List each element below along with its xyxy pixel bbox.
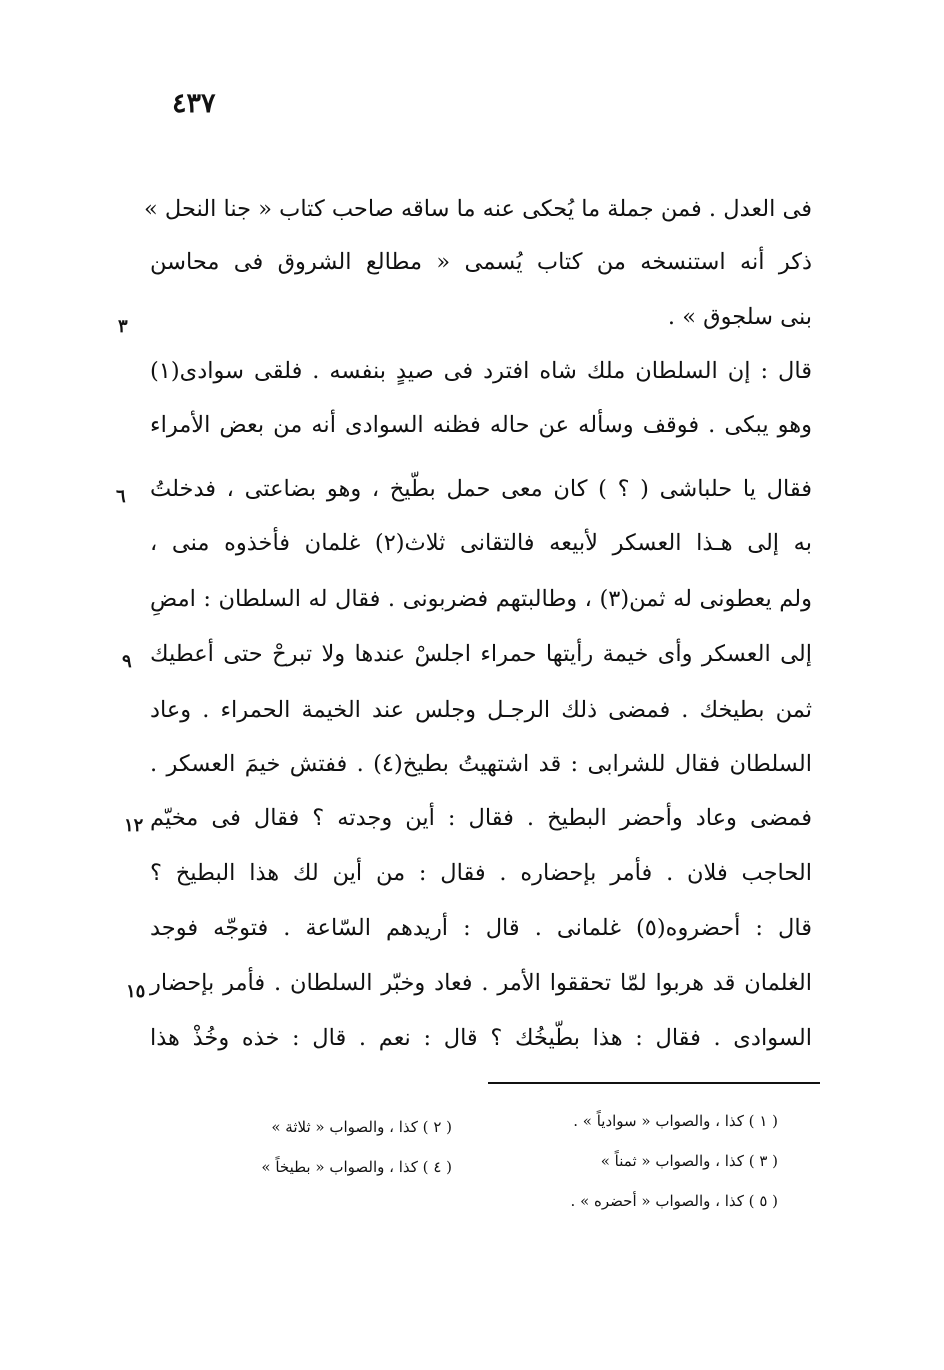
text-line: فى العدل . فمن جملة ما يُحكى عنه ما ساقه صاحب كتاب « جنا النحل »	[143, 196, 812, 222]
text-line: فمضى وعاد وأحضر البطيخ . فقال : أين وجدته ؟ فقال فى مخيّم	[150, 805, 812, 831]
text-line: السوادى . فقال : هذا بطّيخُك ؟ قال : نعم . قال : خذه وخُذْ هذا	[150, 1025, 812, 1051]
margin-line-number: ١٥	[126, 981, 146, 1002]
text-line: السلطان فقال للشرابى : قد اشتهيتُ بطيخ(٤) . ففتش خيمَ العسكر .	[150, 751, 812, 777]
footnote-rule	[488, 1082, 820, 1084]
footnote-5: ( ٥ ) كذا ، والصواب « أحضره » .	[570, 1192, 778, 1210]
text-line: ثمن بطيخك . فمضى ذلك الرجـل وجلس عند الخيمة الحمراء . وعاد	[150, 697, 812, 723]
text-line: الغلمان قد هربوا لمّا تحققوا الأمر . فعاد وخبّر السلطان . فأمر بإحضار	[150, 970, 812, 996]
text-line: إلى العسكر وأى خيمة رأيتها حمراء اجلسْ عندها ولا تبرحْ حتى أعطيك	[150, 641, 812, 667]
footnote-3: ( ٣ ) كذا ، والصواب « ثمناً »	[600, 1152, 778, 1170]
margin-line-number: ٩	[122, 651, 132, 672]
footnote-2: ( ٢ ) كذا ، والصواب « ثلاثة »	[271, 1118, 452, 1136]
margin-line-number: ١٢	[124, 815, 144, 836]
text-line: به إلى هـذا العسكر لأبيعه فالتقانى ثلاث(٢) غلمان فأخذوه منى ،	[150, 530, 812, 556]
text-line: فقال يا حلباشى ( ؟ ) كان معى حمل بطّيخ ، وهو بضاعتى ، فدخلتُ	[150, 476, 812, 502]
text-line: ولم يعطونى له ثمن(٣) ، وطالبتهم فضربونى . فقال له السلطان : امضِ	[150, 586, 812, 612]
footnote-1: ( ١ ) كذا ، والصواب « سوادياً » .	[573, 1112, 778, 1130]
text-line: قال : أحضروه(٥) غلمانى . قال : أريدهم السّاعة . فتوجّه فوجد	[150, 915, 812, 941]
footnote-4: ( ٤ ) كذا ، والصواب « بطيخاً »	[261, 1158, 452, 1176]
text-line: الحاجب فلان . فأمر بإحضاره . فقال : من أين لك هذا البطيخ ؟	[150, 860, 812, 886]
text-line: قال : إن السلطان ملك شاه افترد فى صيدٍ بنفسه . فلقى سوادى(١)	[150, 358, 812, 384]
text-line: ذكر أنه استنسخه من كتاب يُسمى « مطالع الشروق فى محاسن	[150, 249, 812, 275]
text-line: بنى سلجوق » .	[667, 304, 812, 330]
page-number: ٤٣٧	[172, 88, 216, 119]
margin-line-number: ٣	[118, 316, 128, 337]
margin-line-number: ٦	[116, 486, 126, 507]
text-line: وهو يبكى . فوقف وسأله عن حاله فظنه السوادى أنه من بعض الأمراء	[150, 412, 812, 438]
